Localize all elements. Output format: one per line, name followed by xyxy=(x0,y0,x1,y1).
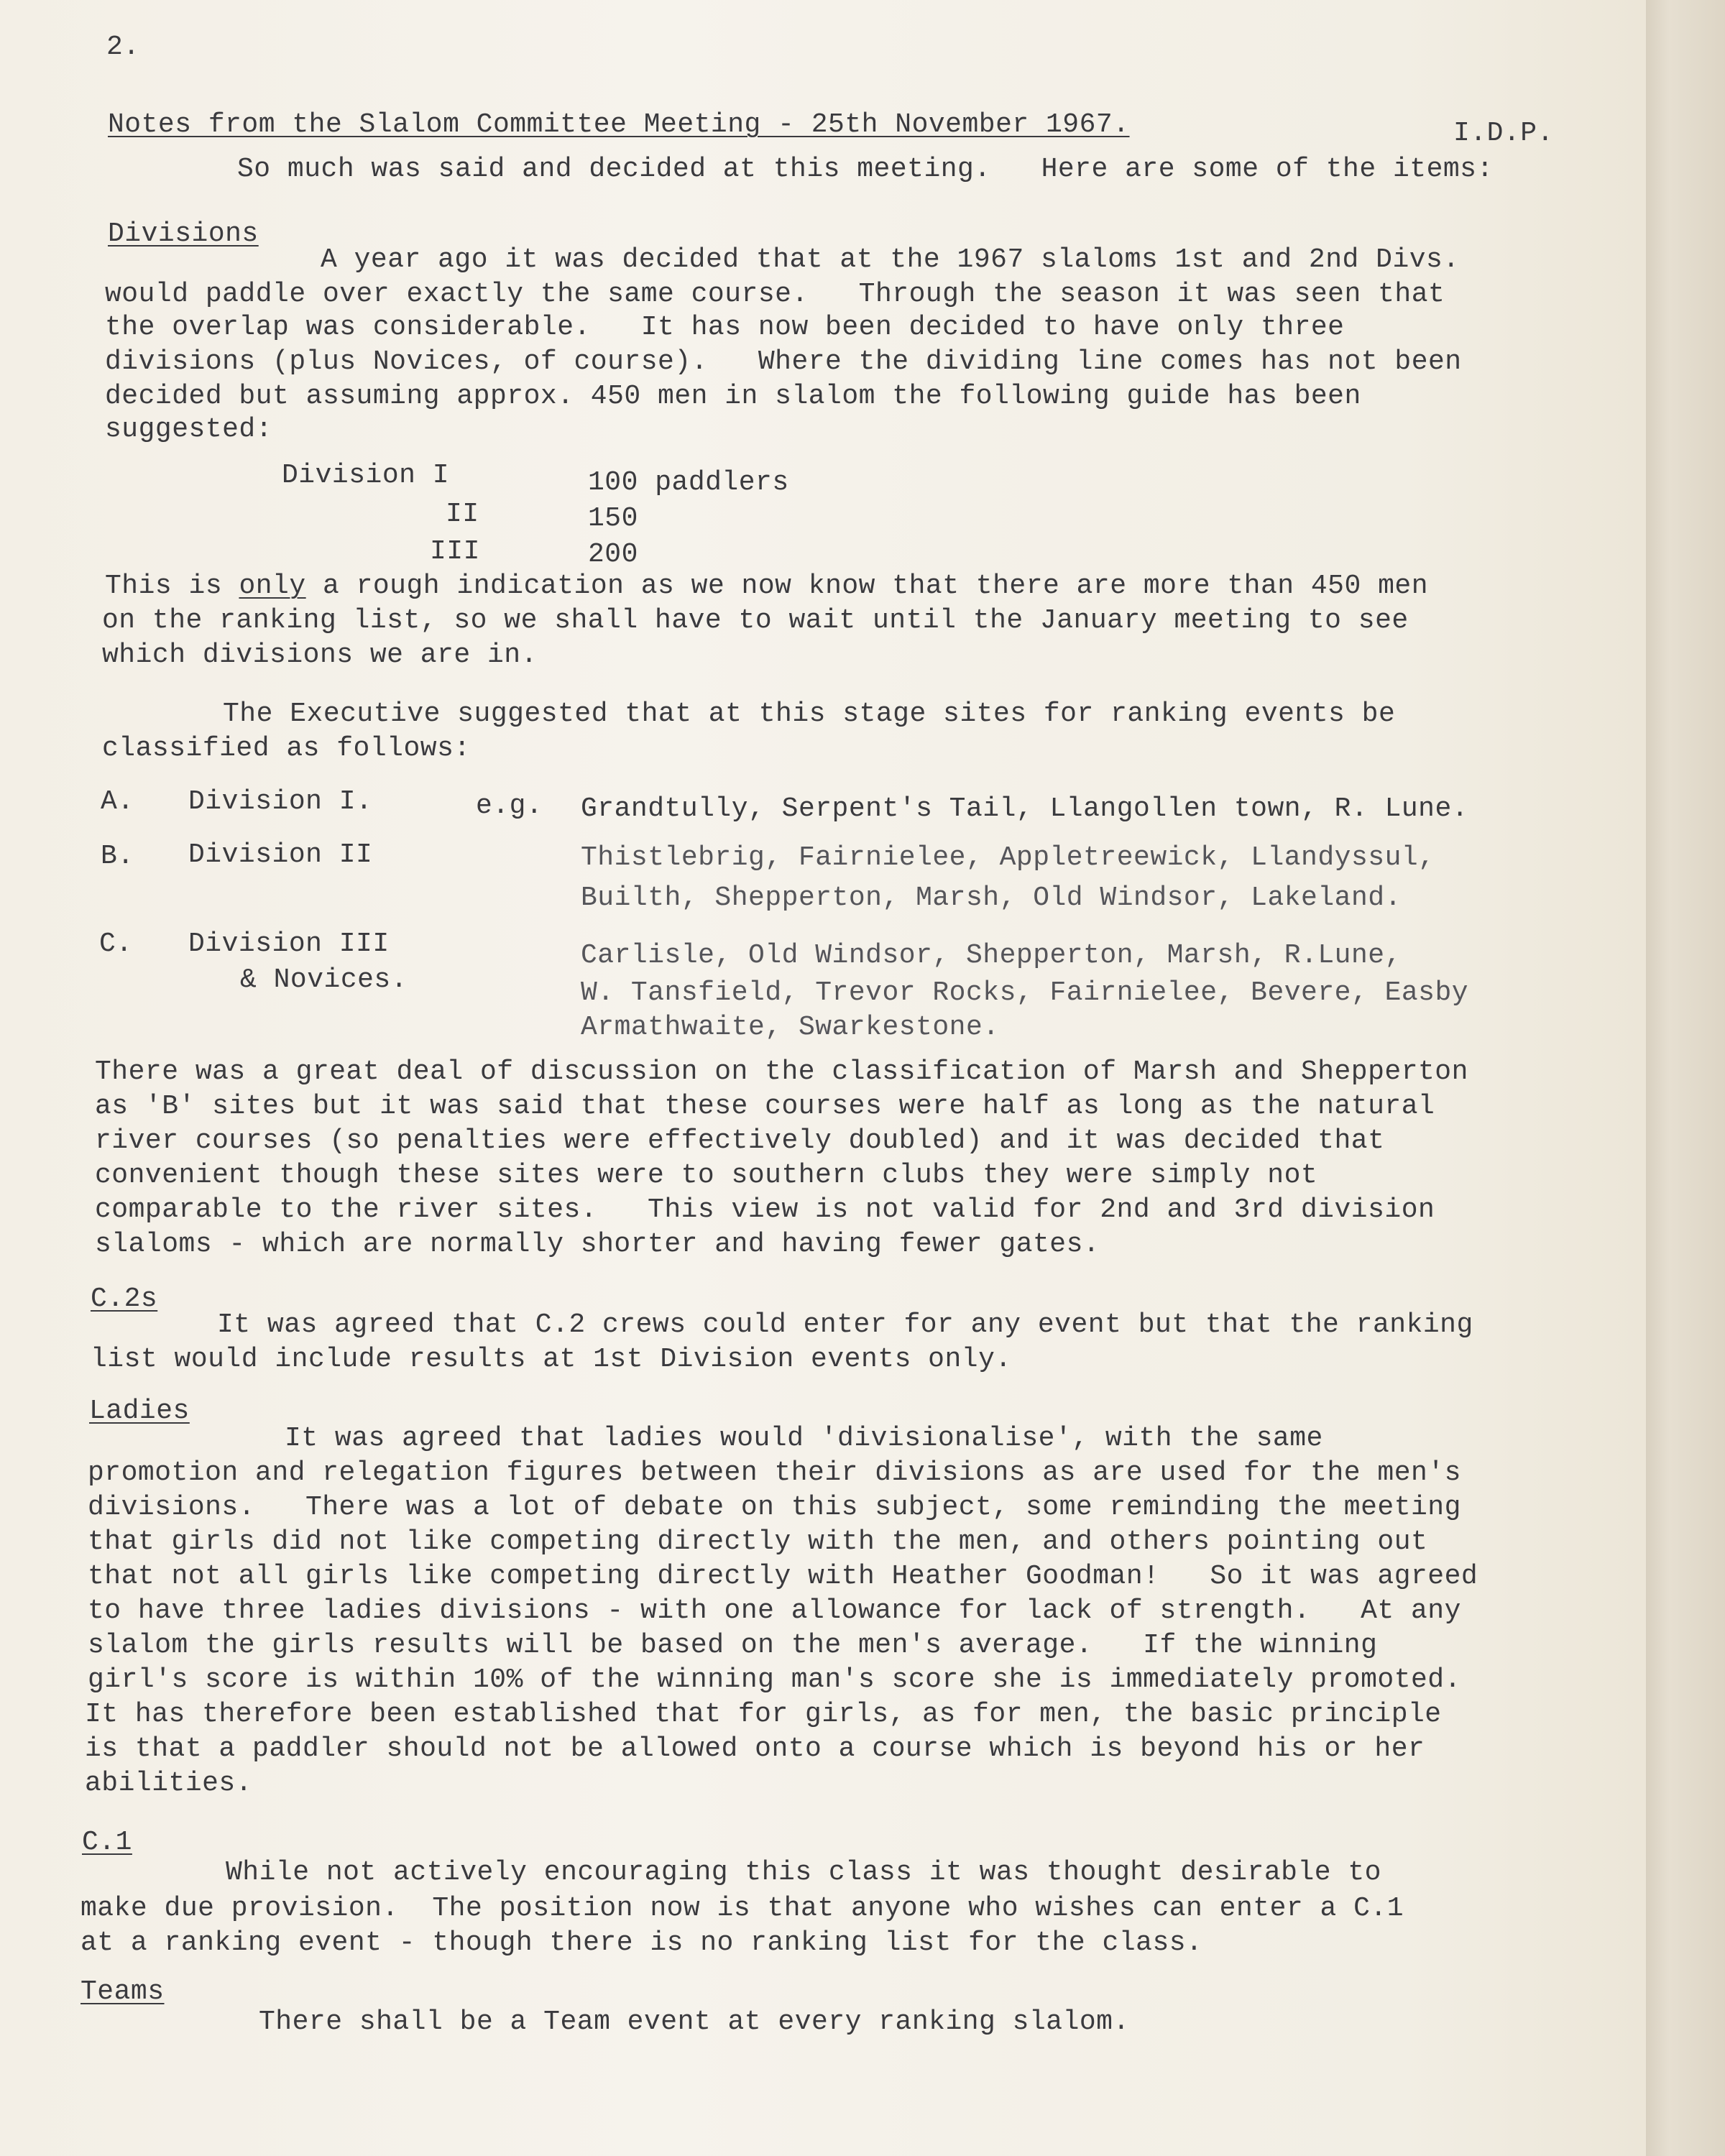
guide-paddlers: 200 xyxy=(588,539,638,570)
site-division: Division II xyxy=(188,839,373,870)
teams-line: There shall be a Team event at every ranking slalom. xyxy=(259,2007,1130,2037)
divisions-line: decided but assuming approx. 450 men in slalom the following guide has been xyxy=(105,381,1361,412)
discussion-line: as 'B' sites but it was said that these courses were half as long as the natural xyxy=(95,1091,1435,1122)
c2s-line: list would include results at 1st Division events only. xyxy=(91,1344,1012,1375)
discussion-line: convenient though these sites were to southern clubs they were simply not xyxy=(95,1160,1318,1191)
executive-line: classified as follows: xyxy=(102,733,471,764)
discussion-line: comparable to the river sites. This view is not valid for 2nd and 3rd division xyxy=(95,1194,1435,1225)
executive-line: The Executive suggested that at this stage sites for ranking events be xyxy=(223,699,1396,729)
intro-text: So much was said and decided at this meeting. Here are some of the items: xyxy=(237,154,1494,185)
c2s-line: It was agreed that C.2 crews could enter for any event but that the ranking xyxy=(217,1309,1473,1340)
ladies-line: divisions. There was a lot of debate on this subject, some reminding the meeting xyxy=(88,1492,1461,1523)
page-edge xyxy=(1646,0,1725,2156)
site-list: W. Tansfield, Trevor Rocks, Fairnielee, Bevere, Easby xyxy=(581,977,1469,1008)
guide-division: Division I xyxy=(282,460,450,491)
ladies-line: to have three ladies divisions - with one allowance for lack of strength. At any xyxy=(88,1595,1461,1626)
c1-line: While not actively encouraging this class it was thought desirable to xyxy=(226,1857,1381,1888)
site-list: Builth, Shepperton, Marsh, Old Windsor, Lakeland. xyxy=(581,883,1402,913)
divisions-line: suggested: xyxy=(105,414,273,445)
site-letter: A. xyxy=(101,786,134,817)
site-division: Division III xyxy=(188,929,390,959)
site-division: Division I. xyxy=(188,786,373,817)
site-division-sub: & Novices. xyxy=(240,964,408,995)
ladies-line: that not all girls like competing directly with Heather Goodman! So it was agreed xyxy=(88,1561,1478,1592)
ladies-line: promotion and relegation figures between their divisions as are used for the men's xyxy=(88,1457,1461,1488)
divisions-line: divisions (plus Novices, of course). Where the dividing line comes has not been xyxy=(105,346,1462,377)
guide-paddlers: 150 xyxy=(588,503,638,534)
ladies-line: girl's score is within 10% of the winning man's score she is immediately promoted. xyxy=(88,1664,1461,1695)
ladies-line: slalom the girls results will be based on the men's average. If the winning xyxy=(88,1630,1378,1661)
c1-line: make due provision. The position now is that anyone who wishes can enter a C.1 xyxy=(80,1893,1404,1924)
guide-division: III xyxy=(430,536,480,567)
teams-heading: Teams xyxy=(80,1976,165,2007)
site-list: Armathwaite, Swarkestone. xyxy=(581,1012,1000,1043)
ladies-line: It has therefore been established that for girls, as for men, the basic principle xyxy=(85,1699,1442,1730)
site-list: Carlisle, Old Windsor, Shepperton, Marsh, R.Lune, xyxy=(581,940,1402,971)
site-list: Grandtully, Serpent's Tail, Llangollen town, R. Lune. xyxy=(581,793,1469,824)
c1-line: at a ranking event - though there is no ranking list for the class. xyxy=(80,1927,1203,1958)
site-eg: e.g. xyxy=(476,791,543,821)
divisions-line: the overlap was considerable. It has now been decided to have only three xyxy=(105,312,1345,343)
document-title: Notes from the Slalom Committee Meeting - 25th November 1967. xyxy=(108,109,1130,140)
rough-indication-line: This is only a rough indication as we now know that there are more than 450 men xyxy=(105,571,1429,602)
guide-paddlers: 100 paddlers xyxy=(588,467,789,498)
guide-division: II xyxy=(446,499,479,530)
divisions-heading: Divisions xyxy=(108,218,259,249)
ladies-line: It was agreed that ladies would 'divisionalise', with the same xyxy=(285,1423,1323,1454)
ladies-line: abilities. xyxy=(85,1768,253,1799)
discussion-line: There was a great deal of discussion on the classification of Marsh and Shepperton xyxy=(95,1056,1468,1087)
ladies-line: is that a paddler should not be allowed onto a course which is beyond his or her xyxy=(85,1733,1425,1764)
divisions-line: A year ago it was decided that at the 1967 slaloms 1st and 2nd Divs. xyxy=(321,244,1460,275)
ladies-heading: Ladies xyxy=(89,1396,190,1427)
discussion-line: river courses (so penalties were effectively doubled) and it was decided that xyxy=(95,1125,1385,1156)
site-list: Thistlebrig, Fairnielee, Appletreewick, Llandyssul, xyxy=(581,842,1435,873)
ladies-line: that girls did not like competing directly with the men, and others pointing out xyxy=(88,1526,1428,1557)
rough-indication-line: on the ranking list, so we shall have to wait until the January meeting to see xyxy=(102,605,1409,636)
site-letter: C. xyxy=(99,929,133,959)
c1-heading: C.1 xyxy=(82,1827,132,1858)
rough-indication-line: which divisions we are in. xyxy=(102,640,538,671)
divisions-line: would paddle over exactly the same course. Through the season it was seen that xyxy=(105,279,1445,310)
page-number: 2. xyxy=(106,32,140,63)
c2s-heading: C.2s xyxy=(91,1284,158,1314)
author-initials: I.D.P. xyxy=(1453,118,1554,149)
site-letter: B. xyxy=(101,841,134,872)
discussion-line: slaloms - which are normally shorter and having fewer gates. xyxy=(95,1229,1100,1260)
